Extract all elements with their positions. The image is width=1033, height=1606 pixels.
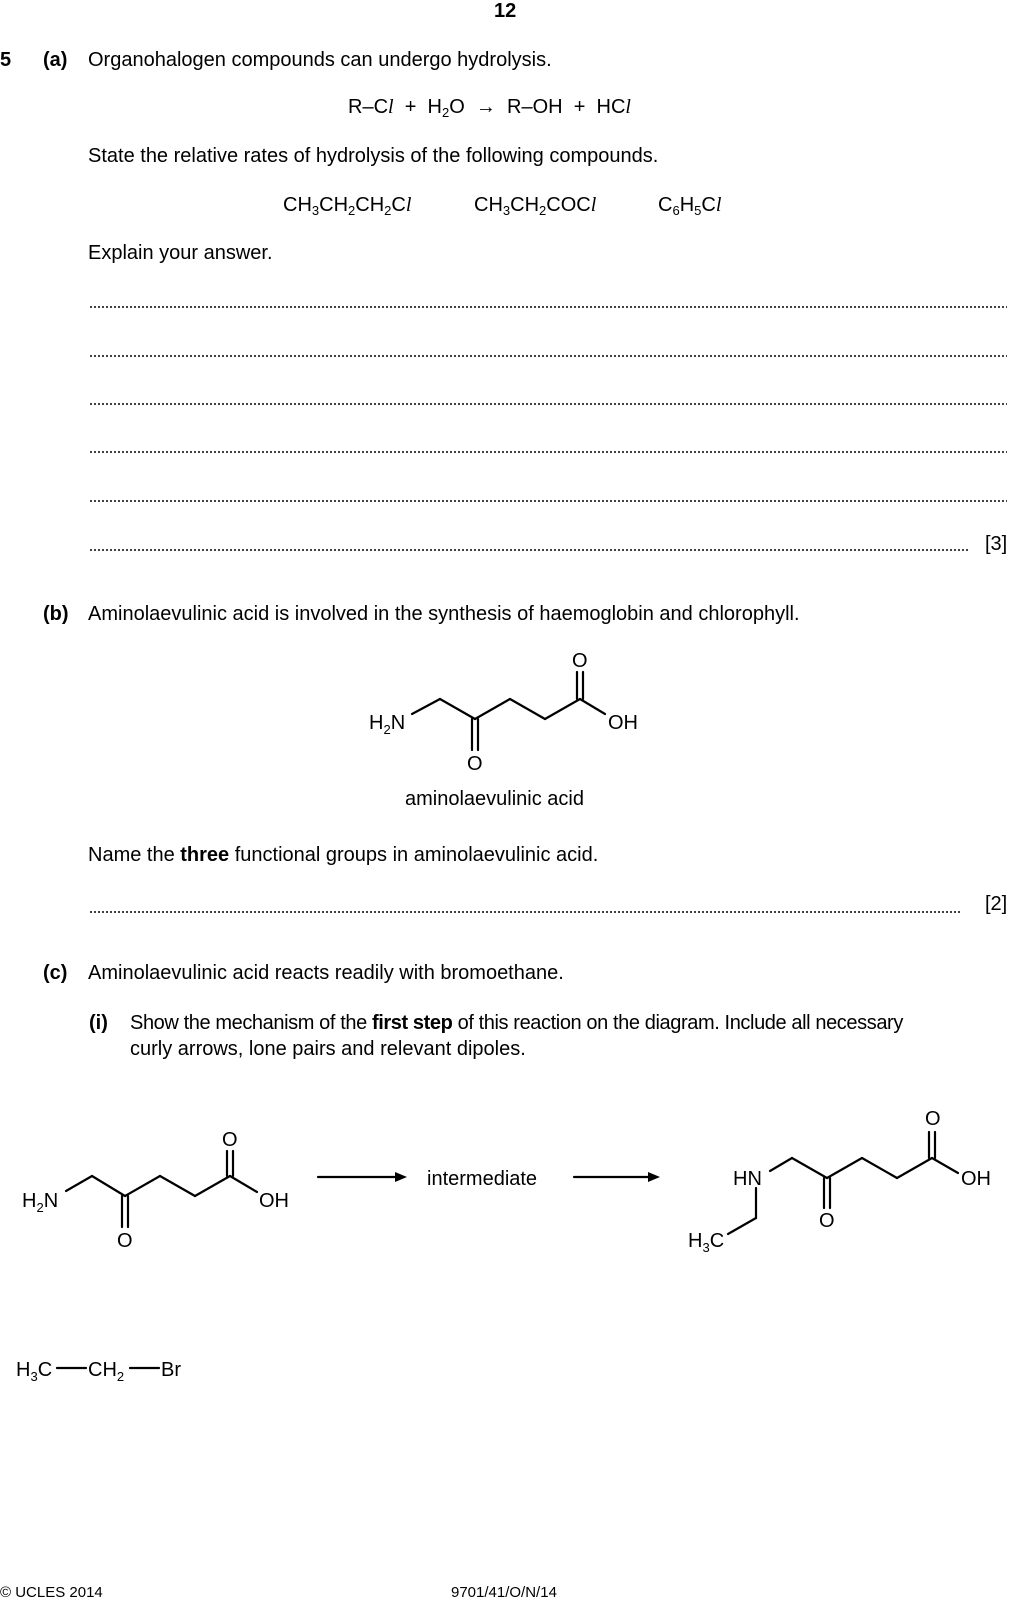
part-c-i-text: Show the mechanism of the first step of this reaction on the diagram. Include all necessary: [130, 1012, 903, 1034]
svg-text:OH: OH: [259, 1190, 289, 1212]
part-b-intro: Aminolaevulinic acid is involved in the synthesis of haemoglobin and chlorophyll.: [88, 603, 800, 625]
answer-line[interactable]: [89, 306, 1007, 308]
part-a-instruction: State the relative rates of hydrolysis of the following compounds.: [88, 145, 659, 167]
acid-oxygen-label: O: [572, 650, 588, 672]
footer-paper-code: 9701/41/O/N/14: [451, 1584, 557, 1601]
part-a-explain: Explain your answer.: [88, 242, 273, 264]
answer-line[interactable]: [89, 355, 1007, 357]
answer-line[interactable]: [89, 911, 961, 913]
amine-group-label: $H_2N$: [369, 712, 406, 737]
svg-text:HN: HN: [733, 1168, 762, 1190]
part-a-label: (a): [43, 49, 68, 71]
footer-copyright: © UCLES 2014: [0, 1584, 103, 1601]
svg-text:O: O: [222, 1129, 238, 1151]
page-number: 12: [494, 0, 517, 22]
part-c-i-text-line2: curly arrows, lone pairs and relevant dipoles.: [130, 1038, 526, 1060]
bromoethane-ch3: $H_3C$: [16, 1359, 53, 1384]
answer-line[interactable]: [89, 451, 1007, 453]
intermediate-label: intermediate: [427, 1168, 538, 1190]
part-b-label: (b): [43, 603, 69, 625]
part-c-i-label: (i): [89, 1012, 108, 1034]
answer-line[interactable]: [89, 403, 1007, 405]
reaction-scheme[interactable]: [0, 1095, 1033, 1415]
ketone-oxygen-label: O: [467, 753, 483, 775]
compound-chlorobenzene: $C_6H_5Cl$: [658, 194, 722, 218]
structure-caption: aminolaevulinic acid: [405, 788, 584, 810]
compound-propyl-chloride: $CH_3CH_2CH_2Cl$: [283, 194, 412, 218]
bromoethane-ch2: $CH_2$: [88, 1359, 125, 1384]
svg-text:O: O: [925, 1108, 941, 1130]
answer-line[interactable]: [89, 549, 969, 551]
arrow-head-icon: [395, 1172, 407, 1182]
marks-b: [2]: [985, 893, 1008, 915]
part-a-intro: Organohalogen compounds can undergo hydrolysis.: [88, 49, 552, 71]
part-c-label: (c): [43, 962, 68, 984]
arrow-head-icon: [648, 1172, 660, 1182]
bromoethane-br: Br: [161, 1359, 181, 1381]
svg-text:H3C: $H_3C$: [688, 1230, 725, 1255]
aminolaevulinic-acid-structure: [360, 645, 660, 775]
part-c-intro: Aminolaevulinic acid reacts readily with bromoethane.: [88, 962, 564, 984]
hydrolysis-equation: $R-Cl + H_2O \to R-OH$ + HCl: [348, 96, 631, 120]
marks-a: [3]: [985, 533, 1008, 555]
part-b-question: Name the three functional groups in aminolaevulinic acid.: [88, 844, 599, 866]
svg-text:O: O: [819, 1210, 835, 1232]
svg-text:O: O: [117, 1230, 133, 1252]
answer-line[interactable]: [89, 500, 1007, 502]
hydroxyl-label: OH: [608, 712, 638, 734]
compound-propanoyl-chloride: $CH_3CH_2COCl$: [474, 194, 597, 218]
question-number: 5: [0, 49, 12, 71]
reaction-arrow: →: [475, 96, 496, 118]
svg-text:H2N: $H_2N$: [22, 1190, 59, 1215]
svg-text:OH: OH: [961, 1168, 991, 1190]
